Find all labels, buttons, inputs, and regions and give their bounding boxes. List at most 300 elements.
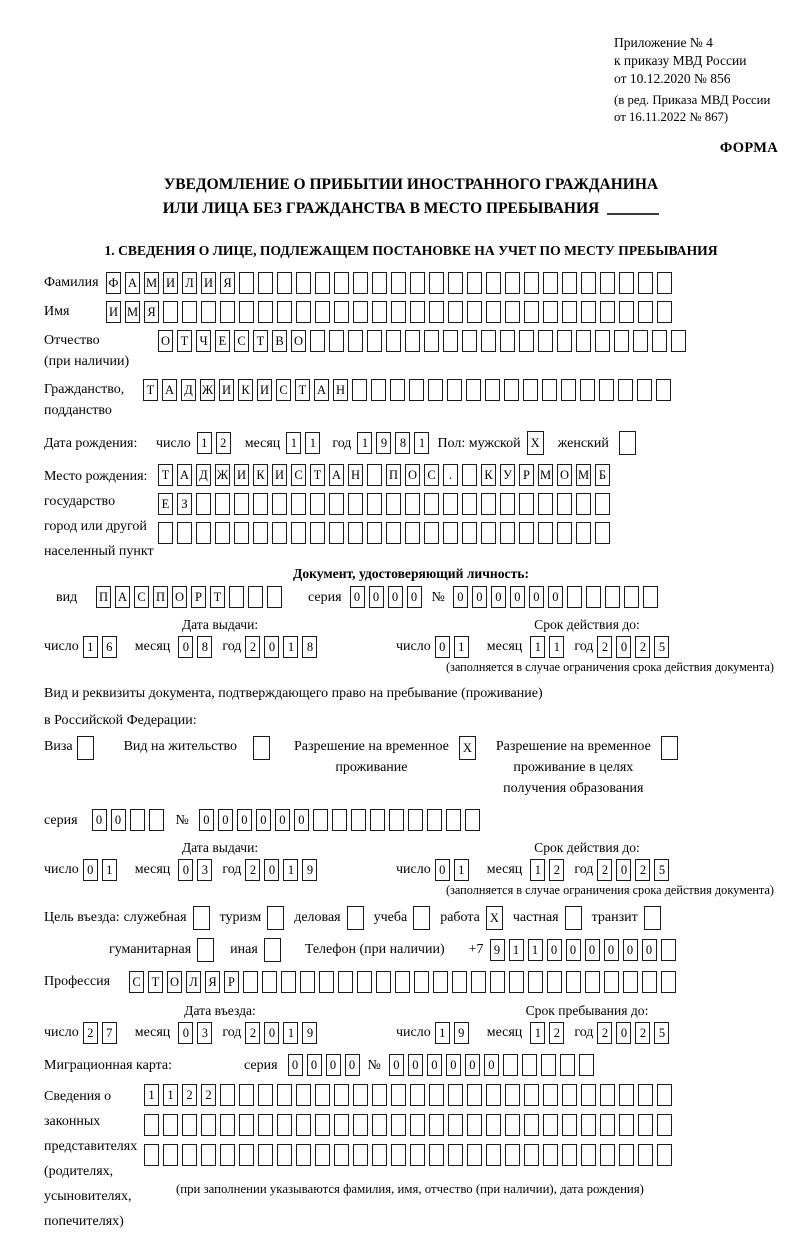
char-box[interactable]: 0 <box>275 809 290 831</box>
char-box[interactable]: К <box>238 379 253 401</box>
purpose-business-checkbox[interactable] <box>347 906 364 930</box>
char-box[interactable] <box>490 971 505 993</box>
char-box[interactable]: 0 <box>256 809 271 831</box>
char-box[interactable] <box>448 1144 463 1166</box>
char-box[interactable] <box>595 330 610 352</box>
char-box[interactable]: Д <box>181 379 196 401</box>
char-box[interactable] <box>600 1144 615 1166</box>
char-box[interactable]: И <box>106 301 121 323</box>
char-box[interactable] <box>310 493 325 515</box>
char-box[interactable] <box>410 301 425 323</box>
char-box[interactable] <box>519 522 534 544</box>
char-box[interactable]: 2 <box>182 1084 197 1106</box>
char-box[interactable] <box>446 809 461 831</box>
char-box[interactable]: . <box>443 464 458 486</box>
char-box[interactable] <box>315 1084 330 1106</box>
char-box[interactable]: 0 <box>307 1054 322 1076</box>
char-box[interactable]: 8 <box>197 636 212 658</box>
char-box[interactable] <box>262 971 277 993</box>
char-box[interactable]: 9 <box>376 432 391 454</box>
char-box[interactable]: О <box>167 971 182 993</box>
char-box[interactable] <box>220 1084 235 1106</box>
char-box[interactable] <box>503 1054 518 1076</box>
char-box[interactable]: Н <box>348 464 363 486</box>
purpose-humanitarian-checkbox[interactable] <box>197 938 214 962</box>
char-box[interactable] <box>657 1144 672 1166</box>
char-box[interactable] <box>528 971 543 993</box>
char-box[interactable] <box>638 301 653 323</box>
char-box[interactable]: С <box>129 971 144 993</box>
char-box[interactable]: С <box>134 586 149 608</box>
char-box[interactable]: 0 <box>616 1022 631 1044</box>
char-box[interactable] <box>329 493 344 515</box>
char-box[interactable] <box>486 1144 501 1166</box>
char-box[interactable] <box>524 1114 539 1136</box>
char-box[interactable] <box>338 971 353 993</box>
char-box[interactable]: 0 <box>472 586 487 608</box>
char-box[interactable] <box>334 1084 349 1106</box>
char-box[interactable] <box>524 1084 539 1106</box>
char-box[interactable] <box>585 971 600 993</box>
char-box[interactable]: К <box>481 464 496 486</box>
char-box[interactable] <box>643 586 658 608</box>
char-box[interactable]: 1 <box>549 636 564 658</box>
char-box[interactable] <box>352 379 367 401</box>
char-box[interactable] <box>600 301 615 323</box>
char-box[interactable] <box>619 1084 634 1106</box>
char-box[interactable] <box>580 379 595 401</box>
char-box[interactable] <box>215 493 230 515</box>
char-box[interactable]: 1 <box>530 859 545 881</box>
char-box[interactable] <box>642 971 657 993</box>
char-box[interactable] <box>462 522 477 544</box>
char-box[interactable]: 0 <box>199 809 214 831</box>
char-box[interactable]: 2 <box>635 636 650 658</box>
char-box[interactable] <box>576 522 591 544</box>
char-box[interactable] <box>329 522 344 544</box>
char-box[interactable] <box>538 493 553 515</box>
char-box[interactable]: 2 <box>216 432 231 454</box>
char-box[interactable] <box>543 1144 558 1166</box>
char-box[interactable] <box>234 522 249 544</box>
char-box[interactable]: 0 <box>491 586 506 608</box>
char-box[interactable]: Л <box>186 971 201 993</box>
char-box[interactable] <box>486 272 501 294</box>
char-box[interactable] <box>370 809 385 831</box>
char-box[interactable] <box>471 971 486 993</box>
char-box[interactable] <box>258 1144 273 1166</box>
char-box[interactable] <box>466 379 481 401</box>
char-box[interactable] <box>505 1084 520 1106</box>
char-box[interactable] <box>504 379 519 401</box>
char-box[interactable] <box>376 971 391 993</box>
char-box[interactable] <box>386 330 401 352</box>
char-box[interactable]: 7 <box>102 1022 117 1044</box>
char-box[interactable] <box>334 1144 349 1166</box>
char-box[interactable]: О <box>291 330 306 352</box>
char-box[interactable]: 0 <box>264 1022 279 1044</box>
char-box[interactable] <box>334 301 349 323</box>
char-box[interactable]: И <box>163 272 178 294</box>
char-box[interactable]: Т <box>148 971 163 993</box>
char-box[interactable] <box>332 809 347 831</box>
char-box[interactable]: И <box>201 272 216 294</box>
char-box[interactable] <box>410 1114 425 1136</box>
char-box[interactable] <box>348 330 363 352</box>
char-box[interactable]: 1 <box>357 432 372 454</box>
char-box[interactable] <box>201 1144 216 1166</box>
char-box[interactable]: 2 <box>635 859 650 881</box>
char-box[interactable]: 0 <box>345 1054 360 1076</box>
purpose-study-checkbox[interactable] <box>413 906 430 930</box>
char-box[interactable] <box>144 1144 159 1166</box>
char-box[interactable] <box>329 330 344 352</box>
char-box[interactable] <box>315 1114 330 1136</box>
char-box[interactable] <box>429 1084 444 1106</box>
char-box[interactable] <box>220 301 235 323</box>
char-box[interactable] <box>391 272 406 294</box>
char-box[interactable]: 0 <box>465 1054 480 1076</box>
char-box[interactable] <box>182 1144 197 1166</box>
char-box[interactable] <box>351 809 366 831</box>
purpose-tourism-checkbox[interactable] <box>267 906 284 930</box>
char-box[interactable]: 2 <box>245 859 260 881</box>
char-box[interactable] <box>624 586 639 608</box>
char-box[interactable] <box>524 1144 539 1166</box>
char-box[interactable]: А <box>177 464 192 486</box>
char-box[interactable]: 0 <box>92 809 107 831</box>
char-box[interactable] <box>234 493 249 515</box>
char-box[interactable]: 0 <box>326 1054 341 1076</box>
char-box[interactable]: 2 <box>597 636 612 658</box>
char-box[interactable]: 2 <box>549 859 564 881</box>
char-box[interactable] <box>258 1114 273 1136</box>
char-box[interactable] <box>291 522 306 544</box>
char-box[interactable]: 0 <box>529 586 544 608</box>
char-box[interactable] <box>248 586 263 608</box>
char-box[interactable] <box>158 522 173 544</box>
char-box[interactable] <box>405 493 420 515</box>
char-box[interactable]: 1 <box>528 939 543 961</box>
char-box[interactable] <box>599 379 614 401</box>
char-box[interactable]: 8 <box>302 636 317 658</box>
char-box[interactable] <box>277 1144 292 1166</box>
char-box[interactable] <box>543 272 558 294</box>
char-box[interactable]: 0 <box>548 586 563 608</box>
char-box[interactable] <box>462 330 477 352</box>
char-box[interactable] <box>391 301 406 323</box>
char-box[interactable] <box>505 301 520 323</box>
sex-female-checkbox[interactable] <box>619 431 636 455</box>
char-box[interactable] <box>661 939 676 961</box>
char-box[interactable] <box>443 493 458 515</box>
char-box[interactable]: И <box>219 379 234 401</box>
char-box[interactable] <box>272 493 287 515</box>
char-box[interactable] <box>557 330 572 352</box>
char-box[interactable]: А <box>162 379 177 401</box>
char-box[interactable] <box>277 1084 292 1106</box>
char-box[interactable] <box>447 379 462 401</box>
char-box[interactable] <box>524 272 539 294</box>
char-box[interactable] <box>543 1084 558 1106</box>
char-box[interactable]: 1 <box>283 1022 298 1044</box>
char-box[interactable] <box>557 493 572 515</box>
char-box[interactable]: 0 <box>264 859 279 881</box>
purpose-other-checkbox[interactable] <box>264 938 281 962</box>
char-box[interactable] <box>424 493 439 515</box>
char-box[interactable] <box>486 1114 501 1136</box>
char-box[interactable] <box>671 330 686 352</box>
char-box[interactable] <box>542 379 557 401</box>
char-box[interactable] <box>239 1084 254 1106</box>
char-box[interactable]: 2 <box>549 1022 564 1044</box>
char-box[interactable] <box>657 1084 672 1106</box>
char-box[interactable] <box>657 1114 672 1136</box>
char-box[interactable] <box>538 330 553 352</box>
char-box[interactable] <box>215 522 230 544</box>
char-box[interactable] <box>334 1114 349 1136</box>
char-box[interactable] <box>414 971 429 993</box>
char-box[interactable] <box>372 272 387 294</box>
char-box[interactable]: 1 <box>509 939 524 961</box>
char-box[interactable]: 2 <box>635 1022 650 1044</box>
char-box[interactable] <box>372 1114 387 1136</box>
char-box[interactable] <box>258 272 273 294</box>
char-box[interactable] <box>600 1084 615 1106</box>
char-box[interactable] <box>543 1114 558 1136</box>
char-box[interactable] <box>600 272 615 294</box>
char-box[interactable]: 0 <box>446 1054 461 1076</box>
char-box[interactable]: 6 <box>102 636 117 658</box>
char-box[interactable] <box>429 1114 444 1136</box>
char-box[interactable]: 0 <box>453 586 468 608</box>
char-box[interactable] <box>595 522 610 544</box>
char-box[interactable] <box>638 1144 653 1166</box>
char-box[interactable]: 0 <box>264 636 279 658</box>
char-box[interactable] <box>408 809 423 831</box>
char-box[interactable]: 0 <box>218 809 233 831</box>
char-box[interactable]: 0 <box>83 859 98 881</box>
visa-checkbox[interactable] <box>77 736 94 760</box>
char-box[interactable] <box>600 1114 615 1136</box>
char-box[interactable] <box>500 493 515 515</box>
char-box[interactable]: С <box>234 330 249 352</box>
char-box[interactable]: 0 <box>178 859 193 881</box>
char-box[interactable] <box>462 493 477 515</box>
char-box[interactable] <box>130 809 145 831</box>
char-box[interactable] <box>177 522 192 544</box>
char-box[interactable]: Р <box>519 464 534 486</box>
purpose-transit-checkbox[interactable] <box>644 906 661 930</box>
char-box[interactable] <box>353 1114 368 1136</box>
char-box[interactable]: 0 <box>642 939 657 961</box>
char-box[interactable] <box>467 1084 482 1106</box>
char-box[interactable]: П <box>153 586 168 608</box>
char-box[interactable] <box>543 301 558 323</box>
char-box[interactable] <box>465 809 480 831</box>
char-box[interactable]: Т <box>210 586 225 608</box>
char-box[interactable] <box>149 809 164 831</box>
char-box[interactable] <box>652 330 667 352</box>
char-box[interactable]: 0 <box>585 939 600 961</box>
char-box[interactable] <box>481 330 496 352</box>
char-box[interactable]: Я <box>144 301 159 323</box>
char-box[interactable]: 0 <box>435 636 450 658</box>
char-box[interactable] <box>367 330 382 352</box>
char-box[interactable]: Т <box>143 379 158 401</box>
char-box[interactable]: 0 <box>407 586 422 608</box>
char-box[interactable]: 1 <box>414 432 429 454</box>
char-box[interactable] <box>581 1084 596 1106</box>
char-box[interactable] <box>296 1084 311 1106</box>
char-box[interactable] <box>505 1114 520 1136</box>
char-box[interactable] <box>467 272 482 294</box>
char-box[interactable] <box>657 272 672 294</box>
char-box[interactable]: 1 <box>305 432 320 454</box>
char-box[interactable] <box>220 1144 235 1166</box>
char-box[interactable] <box>462 464 477 486</box>
purpose-work-checkbox[interactable]: X <box>486 906 503 930</box>
char-box[interactable]: 0 <box>547 939 562 961</box>
char-box[interactable]: Т <box>158 464 173 486</box>
char-box[interactable] <box>429 272 444 294</box>
char-box[interactable]: 9 <box>490 939 505 961</box>
char-box[interactable] <box>524 301 539 323</box>
char-box[interactable] <box>163 301 178 323</box>
char-box[interactable] <box>618 379 633 401</box>
char-box[interactable]: Т <box>253 330 268 352</box>
char-box[interactable] <box>500 522 515 544</box>
char-box[interactable] <box>281 971 296 993</box>
char-box[interactable]: 2 <box>245 636 260 658</box>
char-box[interactable]: П <box>96 586 111 608</box>
char-box[interactable]: 1 <box>435 1022 450 1044</box>
char-box[interactable] <box>657 301 672 323</box>
char-box[interactable] <box>448 272 463 294</box>
char-box[interactable] <box>367 522 382 544</box>
char-box[interactable] <box>581 1114 596 1136</box>
char-box[interactable] <box>313 809 328 831</box>
char-box[interactable]: Ж <box>215 464 230 486</box>
char-box[interactable]: 0 <box>350 586 365 608</box>
char-box[interactable] <box>605 586 620 608</box>
char-box[interactable] <box>348 493 363 515</box>
char-box[interactable] <box>272 522 287 544</box>
char-box[interactable] <box>443 522 458 544</box>
char-box[interactable]: 0 <box>623 939 638 961</box>
char-box[interactable] <box>619 1114 634 1136</box>
char-box[interactable] <box>424 330 439 352</box>
char-box[interactable] <box>538 522 553 544</box>
char-box[interactable] <box>310 330 325 352</box>
char-box[interactable]: Ж <box>200 379 215 401</box>
char-box[interactable]: О <box>158 330 173 352</box>
char-box[interactable] <box>315 301 330 323</box>
char-box[interactable] <box>619 272 634 294</box>
char-box[interactable] <box>353 272 368 294</box>
char-box[interactable] <box>595 493 610 515</box>
char-box[interactable] <box>239 301 254 323</box>
char-box[interactable]: Н <box>333 379 348 401</box>
char-box[interactable]: 9 <box>302 1022 317 1044</box>
purpose-official-checkbox[interactable] <box>193 906 210 930</box>
char-box[interactable] <box>371 379 386 401</box>
char-box[interactable]: 0 <box>288 1054 303 1076</box>
char-box[interactable] <box>253 493 268 515</box>
char-box[interactable] <box>623 971 638 993</box>
char-box[interactable] <box>395 971 410 993</box>
char-box[interactable]: 0 <box>427 1054 442 1076</box>
char-box[interactable] <box>277 1114 292 1136</box>
char-box[interactable] <box>562 1084 577 1106</box>
char-box[interactable] <box>391 1114 406 1136</box>
char-box[interactable]: А <box>314 379 329 401</box>
char-box[interactable] <box>196 522 211 544</box>
char-box[interactable] <box>427 809 442 831</box>
char-box[interactable] <box>353 1144 368 1166</box>
char-box[interactable]: Р <box>191 586 206 608</box>
char-box[interactable] <box>300 971 315 993</box>
char-box[interactable]: 0 <box>616 859 631 881</box>
char-box[interactable]: 0 <box>510 586 525 608</box>
char-box[interactable]: 1 <box>102 859 117 881</box>
char-box[interactable]: 1 <box>197 432 212 454</box>
char-box[interactable]: Б <box>595 464 610 486</box>
char-box[interactable] <box>433 971 448 993</box>
char-box[interactable] <box>144 1114 159 1136</box>
char-box[interactable] <box>638 1114 653 1136</box>
char-box[interactable]: И <box>234 464 249 486</box>
char-box[interactable]: О <box>405 464 420 486</box>
char-box[interactable] <box>372 1144 387 1166</box>
char-box[interactable] <box>579 1054 594 1076</box>
char-box[interactable] <box>267 586 282 608</box>
char-box[interactable]: Е <box>158 493 173 515</box>
char-box[interactable] <box>562 1114 577 1136</box>
char-box[interactable] <box>357 971 372 993</box>
char-box[interactable]: М <box>144 272 159 294</box>
temp-residence-checkbox[interactable]: X <box>459 736 476 760</box>
char-box[interactable] <box>557 522 572 544</box>
char-box[interactable]: О <box>557 464 572 486</box>
char-box[interactable]: 1 <box>144 1084 159 1106</box>
char-box[interactable]: Д <box>196 464 211 486</box>
char-box[interactable] <box>315 272 330 294</box>
char-box[interactable] <box>409 379 424 401</box>
char-box[interactable] <box>243 971 258 993</box>
char-box[interactable] <box>367 464 382 486</box>
char-box[interactable] <box>428 379 443 401</box>
char-box[interactable]: 1 <box>283 636 298 658</box>
char-box[interactable] <box>405 330 420 352</box>
char-box[interactable] <box>637 379 652 401</box>
char-box[interactable] <box>541 1054 556 1076</box>
char-box[interactable]: 0 <box>369 586 384 608</box>
char-box[interactable] <box>296 1114 311 1136</box>
char-box[interactable]: С <box>424 464 439 486</box>
char-box[interactable]: 2 <box>201 1084 216 1106</box>
char-box[interactable] <box>448 301 463 323</box>
char-box[interactable] <box>182 1114 197 1136</box>
char-box[interactable] <box>334 272 349 294</box>
char-box[interactable] <box>277 272 292 294</box>
char-box[interactable] <box>277 301 292 323</box>
char-box[interactable]: 1 <box>286 432 301 454</box>
char-box[interactable] <box>348 522 363 544</box>
char-box[interactable]: М <box>538 464 553 486</box>
char-box[interactable] <box>239 1114 254 1136</box>
char-box[interactable] <box>581 1144 596 1166</box>
